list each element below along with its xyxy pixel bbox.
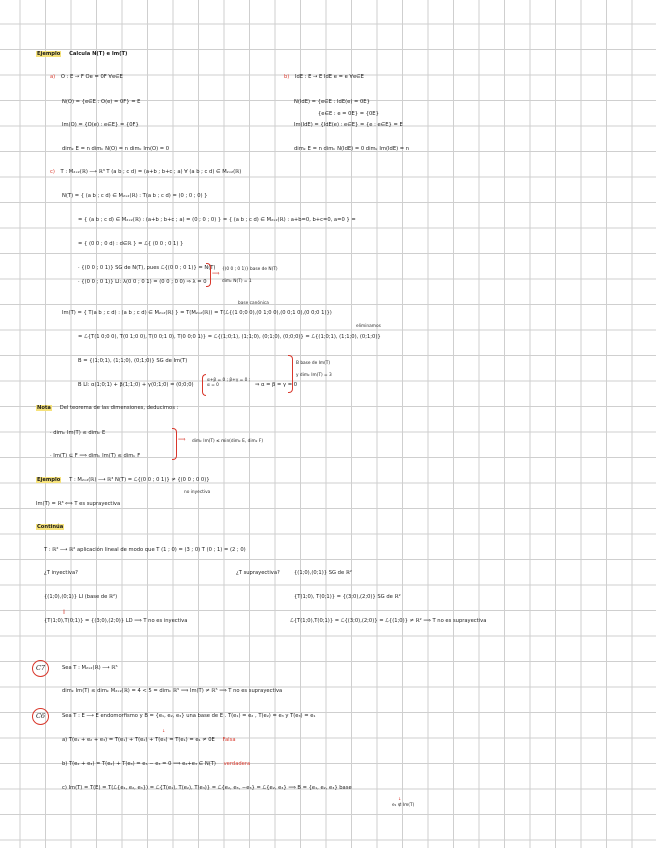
note-arrow: ⟹ bbox=[178, 437, 186, 443]
cont-line-1: T : ℝ² ⟶ ℝ² aplicación lineal de modo que T (1 ; 0) = (3 ; 0) T (0 ; 1) = (2 ; 0) bbox=[44, 547, 246, 553]
ex-c-kernel-arrow: ⟹ bbox=[212, 271, 220, 277]
cont-question-2: ¿T suprayectiva? bbox=[236, 570, 280, 576]
c7-line-1: Sea T : M₂ₓ₂(ℝ) ⟶ ℝ⁵ bbox=[62, 665, 118, 671]
ex-a-dims: dimₖ E = n dimₖ N(O) = n dimₖ Im(O) = 0 bbox=[62, 146, 170, 152]
ex-c-kernel-li: · {(0 0 ; 0 1)} LI: λ(0 0 ; 0 1) = (0 0 ; 0 0) ⇒ λ = 0 bbox=[78, 279, 207, 285]
ex2-heading bbox=[36, 477, 210, 484]
heading-text: Calcula N(T) e Im(T) bbox=[69, 51, 128, 57]
ex-c-number: c) bbox=[50, 169, 55, 175]
ex2-line-2: Im(T) = ℝ³ ⟺ T es suprayectiva bbox=[36, 501, 121, 507]
note-result: dimₖ Im(T) ≤ min(dimₖ E, dimₖ F) bbox=[192, 439, 264, 444]
c6-item-c-mark: ↓ bbox=[398, 796, 402, 801]
ex-b-title-text: IdE : E → E IdE e = e ∀e∈E bbox=[294, 74, 364, 80]
cont-answer-1: {(1;0),(0;1)} LI (base de ℝ²) bbox=[44, 594, 118, 600]
cont-answer-3: {T(1;0),T(0;1)} = {(3;0),(2;0)} LD ⟹ T no es inyectiva bbox=[44, 618, 188, 624]
c7-circle: C7 bbox=[32, 660, 49, 677]
ex-b-kernel-1: N(IdE) = {e∈E : IdE(e) = 0E} bbox=[294, 99, 370, 105]
ex2-note: no inyectiva bbox=[184, 490, 211, 495]
cont-answer-2: {T(1;0), T(0;1)} = {(3;0),(2;0)} SG de ℝ² bbox=[294, 594, 401, 600]
ex-a-title bbox=[50, 74, 123, 81]
ex-c-kernel-bracket bbox=[206, 263, 211, 287]
ex-c-kernel-dim: dimₖ N(T) = 1 bbox=[222, 279, 252, 284]
ex-c-kernel-2: = { (a b ; c d) ∈ M₂ₓ₂(ℝ) : (a+b ; b+c ; a) = (0 ; 0 ; 0) } = { (a b ; c d) ∈ M₂ₓ₂(ℝ) : a+b=0, b+c=0, a=0 } = bbox=[78, 217, 356, 223]
cont-question-1: ¿T inyectiva? bbox=[44, 570, 78, 576]
ex-a-title-text: O : E → F Oe = 0F ∀e∈E bbox=[60, 74, 123, 80]
ex-c-image-eliminated: eliminamos bbox=[356, 324, 381, 329]
cont-question-2b: {(1;0),(0;1)} SG de ℝ² bbox=[294, 570, 352, 576]
ex-c-system: α+β = 0 ; β+γ = 0 ; α = 0 bbox=[207, 378, 251, 388]
note-heading bbox=[36, 405, 178, 412]
section-heading bbox=[36, 51, 127, 58]
c6-item-b-text: b) T(e₂ + e₃) = T(e₂) + T(e₃) = e₃ − e₃ = 0 ⟹ e₂+e₃ ∈ N(T) bbox=[62, 761, 216, 767]
c6-item-b bbox=[62, 761, 250, 768]
c6-item-b-result: verdadera bbox=[223, 761, 251, 767]
c6-circle: C6 bbox=[32, 708, 49, 725]
ex-c-title-text: T : M₂ₓ₂(ℝ) ⟶ ℝ³ T (a b ; c d) = (a+b ; b+c ; a) ∀ (a b ; c d) ∈ M₂ₓ₂(ℝ) bbox=[60, 169, 242, 175]
ex-b-image: Im(IdE) = {IdE(e) : e∈E} = {e : e∈E} = E bbox=[294, 122, 403, 128]
ex-c-image-li: B LI: α(1;0;1) + β(1;1;0) + γ(0;1;0) = (0;0;0) bbox=[78, 382, 194, 388]
ex-c-image-sg: B = {(1;0;1), (1;1;0), (0;1;0)} SG de Im(T) bbox=[78, 358, 188, 364]
ex-c-kernel-sg: · {(0 0 ; 0 1)} SG de N(T), pues ℒ{(0 0 ; 0 1)} = N(T) bbox=[78, 265, 216, 271]
cont-answer-4: ℒ{T(1;0),T(0;1)} = ℒ{(3;0),(2;0)} = ℒ{(1;0)} ≠ ℝ² ⟹ T no es suprayectiva bbox=[290, 618, 487, 624]
ex-c-image-note: base canónica bbox=[238, 301, 269, 306]
c6-item-a-text: a) T(e₁ + e₂ + e₃) = T(e₁) + T(e₂) + T(e₃) = T(e₁) = e₁ ≠ 0E bbox=[62, 737, 215, 743]
ex-c-title bbox=[50, 169, 241, 176]
ex-c-kernel-basis: {(0 0 ; 0 1)} base de N(T) bbox=[222, 267, 278, 272]
note-item-1: · dimₖ Im(T) ≤ dimₖ E bbox=[50, 430, 106, 436]
ex-c-image-basis: B base de Im(T) bbox=[296, 361, 331, 366]
c6-line-1: Sea T : E ⟶ E endomorfismo y B = {e₁, e₂, e₃} una base de E . T(e₁) = e₂ , T(e₂) = e₃ y T(e₃) = e₁ bbox=[62, 713, 316, 719]
c7-line-2: dimₖ Im(T) ≤ dimₖ M₂ₓ₂(ℝ) = 4 < 5 = dimₖ ℝ⁵ ⟹ Im(T) ≠ ℝ⁵ ⟹ T no es suprayectiva bbox=[62, 688, 283, 694]
ex-a-kernel: N(O) = {e∈E : O(e) = 0F} = E bbox=[62, 99, 141, 105]
ex-b-number: b) bbox=[284, 74, 290, 80]
ex-c-image-2: = ℒ{T(1 0;0 0), T(0 1;0 0), T(0 0;1 0), T(0 0;0 1)} = ℒ{(1;0;1), (1;1;0), (0;1;0), (0;0;0)} = ℒ{(1;0;1), (1;1;0), (0;1;0)} bbox=[78, 334, 381, 340]
cont-tick-mark: ‖ bbox=[63, 609, 65, 614]
c6-item-a-mark: ↓ bbox=[162, 728, 166, 733]
ex2-label: Ejemplo bbox=[37, 477, 61, 483]
note-label: Nota bbox=[37, 405, 51, 411]
ex-c-image-dim: y dimₖ Im(T) = 3 bbox=[296, 373, 332, 378]
c6-item-c-result: e₁ ∉ Im(T) bbox=[392, 803, 415, 808]
ex-b-dims: dimₖ E = n dimₖ N(IdE) = 0 dimₖ Im(IdE) = n bbox=[294, 146, 410, 152]
ex-c-system-brace bbox=[202, 374, 206, 396]
note-bracket bbox=[172, 428, 177, 460]
c6-item-c: c) Im(T) = T(E) = T(ℒ{e₁, e₂, e₃}) = ℒ{T(e₁), T(e₂), T(e₃)} = ℒ{e₂, e₃, −e₃} = ℒ{e₂, e₃} ⟹ B = {e₁, e₂, e₃} base bbox=[62, 785, 352, 791]
ex-b-title bbox=[284, 74, 364, 81]
ex-c-system-result: ⇒ α = β = γ = 0 bbox=[255, 382, 298, 388]
c6-item-a-result: Falsa bbox=[222, 737, 236, 743]
ex-c-kernel-3: = { (0 0 ; 0 d) : d∈ℝ } = ℒ{ (0 0 ; 0 1) } bbox=[78, 241, 184, 247]
cont-label: Continúa bbox=[37, 524, 64, 530]
ex2-text: T : M₂ₓ₂(ℝ) ⟶ ℝ³ N(T) = ℒ{(0 0 ; 0 1)} ≠ {(0 0 ; 0 0)} bbox=[69, 477, 210, 483]
ex-c-kernel-1: N(T) = { (a b ; c d) ∈ M₂ₓ₂(ℝ) : T(a b ; c d) = (0 ; 0 ; 0) } bbox=[62, 193, 208, 199]
ex-a-image: Im(O) = {O(e) : e∈E} = {0F} bbox=[62, 122, 139, 128]
ex-b-kernel-2: {e∈E : e = 0E} = {0E} bbox=[318, 111, 379, 117]
ex-a-number: a) bbox=[50, 74, 56, 80]
ex-c-image-1: Im(T) = { T(a b ; c d) : (a b ; c d) ∈ M₂ₓ₂(ℝ) } = T(M₂ₓ₂(ℝ)) = T(ℒ{(1 0;0 0),(0 1;0 0),(0 0;1 0),(0 0;0 1)}) bbox=[62, 310, 332, 316]
c6-item-a bbox=[62, 737, 236, 744]
heading-label: Ejemplo bbox=[37, 51, 61, 57]
note-item-2: · Im(T) ⊆ F ⟹ dimₖ Im(T) ≤ dimₖ F bbox=[50, 453, 141, 459]
note-text: Del teorema de las dimensiones, deducimos : bbox=[59, 405, 179, 411]
cont-heading bbox=[36, 524, 64, 531]
ex-c-image-bracket bbox=[288, 355, 293, 393]
